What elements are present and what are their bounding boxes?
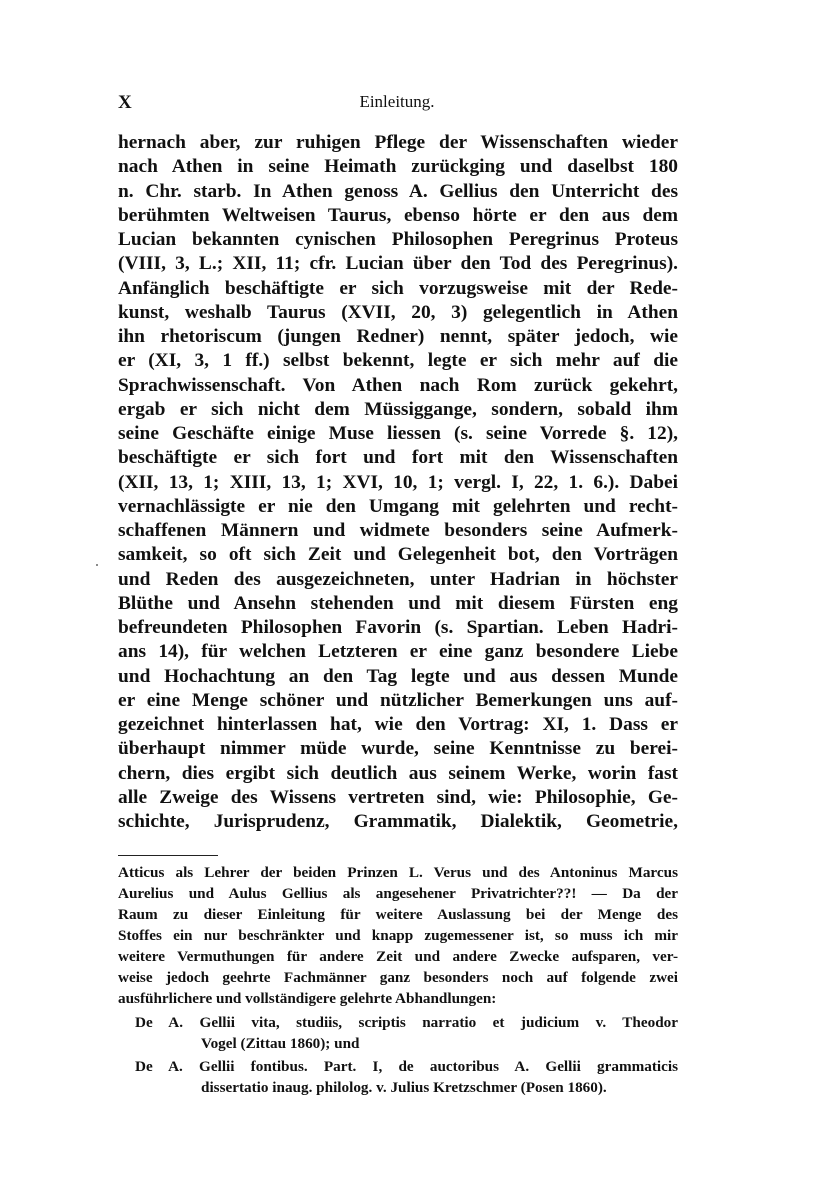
running-title: Einleitung. (359, 92, 435, 111)
main-text (118, 131, 678, 834)
reference-line: dissertatio inaug. philolog. v. Julius Kretzschmer (Posen 1860). (201, 1079, 607, 1096)
footnote-line: weise jedoch geehrte Fachmänner ganz besonders noch auf folgende zwei (118, 969, 678, 986)
text-line: seine Geschäfte einige Muse liessen (s. seine Vorrede §. 12), (118, 423, 678, 444)
text-line: schaffenen Männern und widmete besonders seine Aufmerk- (118, 520, 678, 541)
footnote-line: Stoffes ein nur beschränkter und knapp zugemessener ist, so muss ich mir (118, 927, 678, 944)
text-line: kunst, weshalb Taurus (XVII, 20, 3) gelegentlich in Athen (118, 301, 678, 323)
margin-speck (96, 564, 98, 566)
text-line: er (XI, 3, 1 ff.) selbst bekennt, legte er sich mehr auf die (118, 350, 678, 372)
reference-line: De A. Gellii vita, studiis, scriptis narratio et judicium v. Theodor (135, 1014, 678, 1031)
text-line: ans 14), für welchen Letzteren er eine ganz besondere Liebe (118, 641, 678, 663)
footnote-line: Aurelius und Aulus Gellius als angesehener Privatrichter??! — Da der (118, 885, 678, 902)
footnote-separator (118, 855, 218, 856)
text-line: schichte, Jurisprudenz, Grammatik, Dialektik, Geometrie, (118, 811, 678, 832)
text-line: alle Zweige des Wissens vertreten sind, wie: Philosophie, Ge- (118, 786, 678, 808)
text-line: und Reden des ausgezeichneten, unter Hadrian in höchster (118, 568, 678, 590)
text-line: und Hochachtung an den Tag legte und aus dessen Munde (118, 665, 678, 687)
text-line: ihn rhetoriscum (jungen Redner) nennt, später jedoch, wie (118, 326, 678, 347)
reference-entry (135, 1012, 678, 1054)
text-line: gezeichnet hinterlassen hat, wie den Vortrag: XI, 1. Dass er (118, 714, 678, 735)
text-line: chern, dies ergibt sich deutlich aus seinem Werke, worin fast (118, 762, 678, 784)
footnote-line: Atticus als Lehrer der beiden Prinzen L. Verus und des Antoninus Marcus (118, 864, 678, 881)
text-line: berühmten Weltweisen Taurus, ebenso hörte er den aus dem (118, 204, 678, 226)
text-line: nach Athen in seine Heimath zurückging und daselbst 180 (118, 156, 678, 178)
text-line: hernach aber, zur ruhigen Pflege der Wissenschaften wieder (118, 132, 678, 153)
reference-line: De A. Gellii fontibus. Part. I, de auctoribus A. Gellii grammaticis (135, 1058, 678, 1075)
text-line: Lucian bekannten cynischen Philosophen Peregrinus Proteus (118, 229, 678, 250)
page-header (118, 92, 676, 116)
page-number: X (118, 92, 132, 113)
footnote-line: Raum zu dieser Einleitung für weitere Auslassung bei der Menge des (118, 906, 678, 923)
text-line: vernachlässigte er nie den Umgang mit gelehrten und recht- (118, 495, 678, 517)
reference-line: Vogel (Zittau 1860); und (201, 1035, 360, 1052)
text-line: Blüthe und Ansehn stehenden und mit diesem Fürsten eng (118, 592, 678, 614)
footnote-line: weitere Vermuthungen für andere Zeit und andere Zwecke aufsparen, ver- (118, 948, 678, 965)
text-line: Anfänglich beschäftigte er sich vorzugsweise mit der Rede- (118, 277, 678, 299)
text-line: n. Chr. starb. In Athen genoss A. Gellius den Unterricht des (118, 180, 678, 202)
text-line: überhaupt nimmer müde wurde, seine Kenntnisse zu berei- (118, 738, 678, 760)
text-line: ergab er sich nicht dem Müssiggange, sondern, sobald ihm (118, 398, 678, 420)
reference-entry (135, 1056, 678, 1098)
text-line: Sprachwissenschaft. Von Athen nach Rom zurück gekehrt, (118, 374, 678, 396)
footnote-line: ausführlichere und vollständigere gelehrte Abhandlungen: (118, 990, 497, 1007)
text-line: samkeit, so oft sich Zeit und Gelegenheit bot, den Vorträgen (118, 544, 678, 566)
text-line: beschäftigte er sich fort und fort mit den Wissenschaften (118, 447, 678, 469)
text-line: befreundeten Philosophen Favorin (s. Spartian. Leben Hadri- (118, 617, 678, 638)
text-line: er eine Menge schöner und nützlicher Bemerkungen uns auf- (118, 689, 678, 711)
footnote (118, 862, 678, 1098)
text-line: (XII, 13, 1; XIII, 13, 1; XVI, 10, 1; vergl. I, 22, 1. 6.). Dabei (118, 471, 678, 493)
text-line: (VIII, 3, L.; XII, 11; cfr. Lucian über den Tod des Peregrinus). (118, 253, 678, 275)
